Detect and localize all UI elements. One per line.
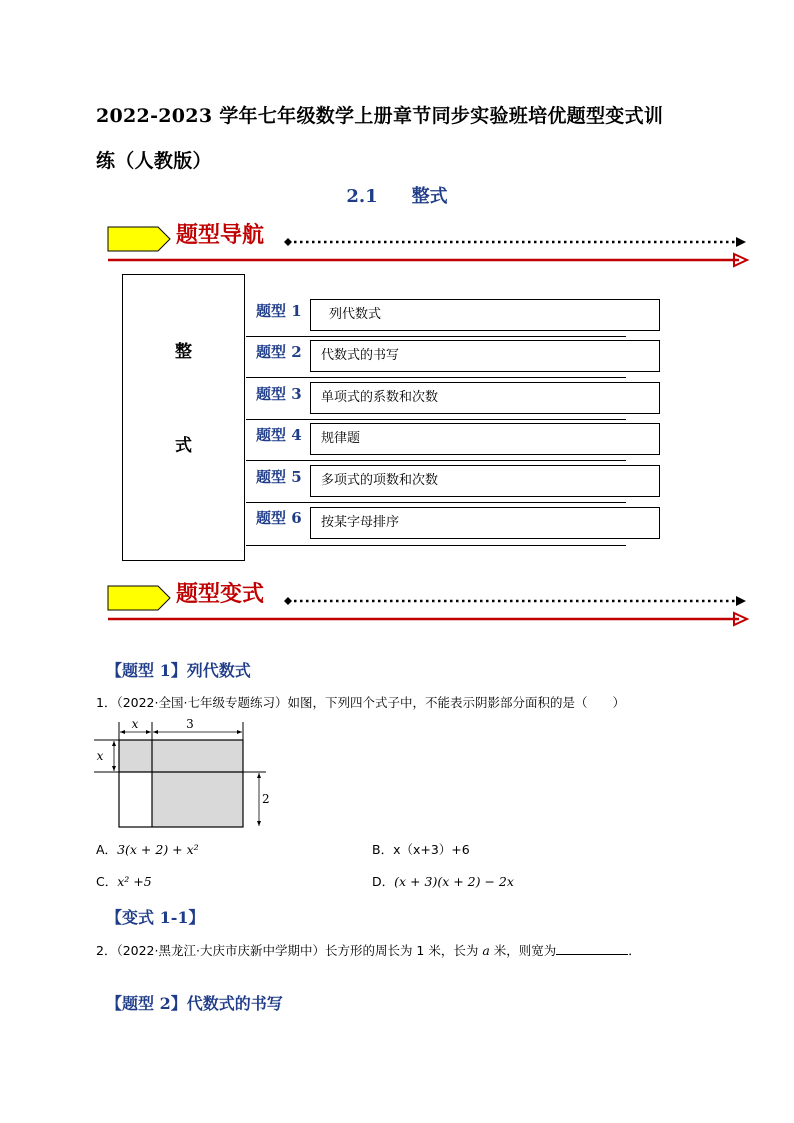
topic-name-box[interactable]: 单项式的系数和次数 [310, 382, 660, 414]
document-title-line1: 2022-2023 学年七年级数学上册章节同步实验班培优题型变式训 [96, 105, 664, 127]
option-a-expr: 3(x + 2) + x² [117, 842, 199, 857]
option-b-label: B． [372, 842, 394, 857]
topic-name-box[interactable]: 列代数式 [310, 299, 660, 331]
topic-divider [246, 460, 626, 461]
topic2-heading: 【题型 2】代数式的书写 [106, 994, 283, 1013]
topic-name-box[interactable]: 多项式的项数和次数 [310, 465, 660, 497]
question-2-text [96, 941, 641, 959]
document-title-line2: 练（人教版） [96, 150, 212, 172]
area-figure [94, 716, 274, 834]
question-2-var: a [482, 943, 490, 958]
navigation-banner [106, 224, 751, 264]
option-b[interactable] [372, 840, 470, 858]
option-d-expr: (x + 3)(x + 2) − 2x [394, 874, 514, 889]
topic-label: 题型 6 [256, 509, 302, 527]
topic-divider [246, 502, 626, 503]
question-1-text: 1．（2022·全国·七年级专题练习）如图，下列四个式子中，不能表示阴影部分面积的是（ ） [96, 695, 625, 710]
topic-divider [246, 545, 626, 546]
topic-name-box[interactable]: 规律题 [310, 423, 660, 455]
topic-label: 题型 1 [256, 302, 302, 320]
option-d[interactable] [372, 872, 514, 890]
question-2-end: ． [628, 943, 641, 958]
topic-divider [246, 419, 626, 420]
figure-label-x-top: x [131, 717, 139, 731]
option-a[interactable] [96, 840, 199, 858]
topic-name-box[interactable]: 代数式的书写 [310, 340, 660, 372]
answer-blank[interactable] [556, 942, 628, 955]
topic-label: 题型 5 [256, 468, 302, 486]
topic-divider [246, 377, 626, 378]
figure-label-3: 3 [186, 717, 194, 731]
variants-banner [106, 583, 751, 623]
figure-label-2: 2 [262, 792, 270, 806]
topic-name-box[interactable]: 按某字母排序 [310, 507, 660, 539]
variant-1-1-heading: 【变式 1-1】 [106, 908, 205, 927]
question-2-suffix: 米，则宽为 [489, 943, 557, 958]
tree-root-char2: 式 [175, 436, 192, 456]
topic-divider [246, 336, 626, 337]
variants-banner-label: 题型变式 [176, 581, 265, 607]
option-a-label: A． [96, 842, 118, 857]
option-c-expr: x² +5 [117, 874, 152, 889]
option-c-label: C． [96, 874, 118, 889]
tree-root-char1: 整 [175, 342, 192, 362]
topic-label: 题型 4 [256, 426, 302, 444]
section-name: 整式 [411, 186, 448, 207]
topic-label: 题型 3 [256, 385, 302, 403]
option-c[interactable] [96, 872, 152, 890]
topic-label: 题型 2 [256, 343, 302, 361]
option-b-expr: x（x+3）+6 [393, 842, 470, 857]
tree-root-box [122, 274, 245, 561]
document-title [96, 94, 716, 184]
question-2-prefix: 2．（2022·黑龙江·大庆市庆新中学期中）长方形的周长为 1 米，长为 [96, 943, 483, 958]
section-title [0, 182, 794, 208]
figure-label-x-left: x [96, 749, 104, 763]
navigation-banner-label: 题型导航 [176, 222, 265, 248]
topic1-heading: 【题型 1】列代数式 [106, 661, 251, 680]
option-d-label: D． [372, 874, 395, 889]
section-number: 2.1 [346, 186, 378, 207]
